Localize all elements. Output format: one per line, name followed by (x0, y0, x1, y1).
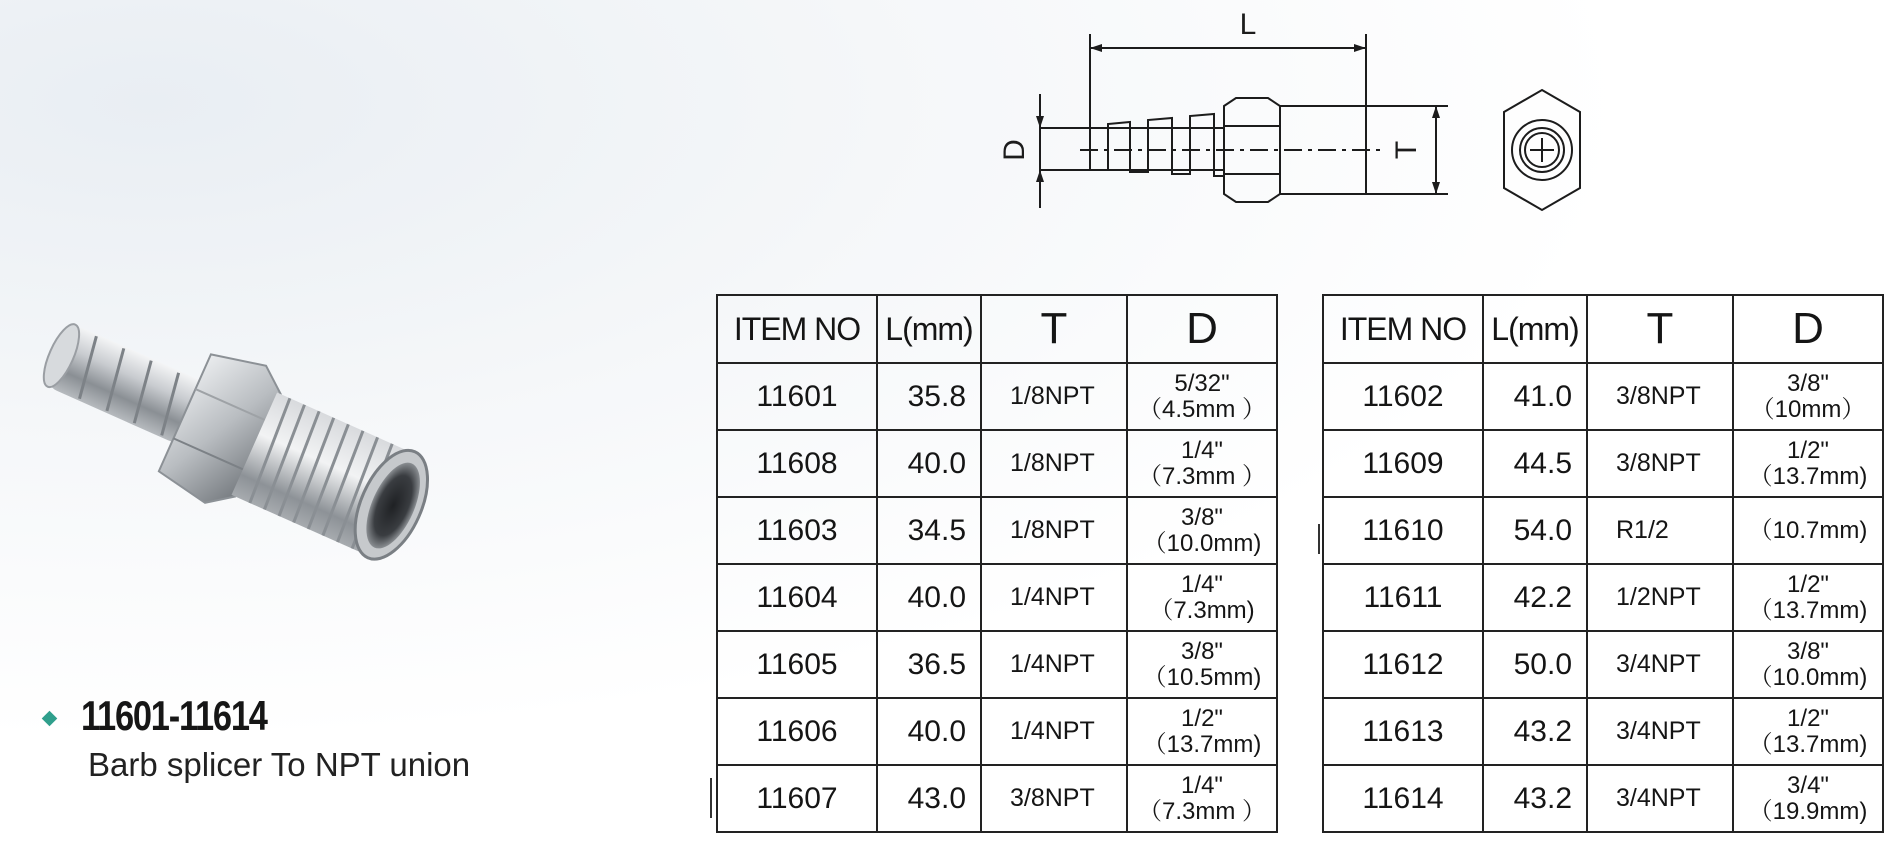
col-header-diameter: D (1127, 295, 1277, 363)
table-edge-tick (1318, 524, 1320, 554)
item-cell: 11608 (717, 430, 877, 497)
thread-cell: 3/4NPT (1587, 765, 1733, 832)
thread-cell: 3/4NPT (1587, 698, 1733, 765)
thread-cell: 1/4NPT (981, 564, 1127, 631)
diameter-inch: 3/8" (1181, 503, 1223, 531)
bullet-diamond-icon (42, 710, 58, 726)
diameter-mm: （7.3mm ） (1137, 797, 1266, 825)
length-cell: 40.0 (877, 698, 981, 765)
col-header-item: ITEM NO (1323, 295, 1483, 363)
length-cell: 40.0 (877, 564, 981, 631)
diameter-mm: （10.0mm) (1142, 529, 1262, 557)
diameter-cell (1733, 698, 1883, 765)
diameter-mm: （10.5mm) (1142, 663, 1262, 691)
diameter-inch: 1/2" (1181, 704, 1223, 732)
length-label: L (1239, 8, 1257, 41)
diameter-mm: （10mm） (1750, 395, 1866, 423)
diameter-cell (1127, 765, 1277, 832)
col-header-thread: T (1587, 295, 1733, 363)
diameter-label: D (998, 139, 1031, 161)
table-row (1323, 765, 1883, 832)
diameter-mm: （13.7mm) (1748, 730, 1868, 758)
length-cell: 41.0 (1483, 363, 1587, 430)
thread-cell: 1/4NPT (981, 631, 1127, 698)
thread-cell: 1/8NPT (981, 497, 1127, 564)
length-cell: 35.8 (877, 363, 981, 430)
diameter-inch: 1/2" (1787, 704, 1829, 732)
diameter-mm: （7.3mm ） (1137, 462, 1266, 490)
item-cell: 11602 (1323, 363, 1483, 430)
diameter-cell (1733, 363, 1883, 430)
item-cell: 11604 (717, 564, 877, 631)
table-header-row (717, 295, 1277, 363)
dimension-drawing (990, 0, 1630, 230)
length-cell: 50.0 (1483, 631, 1587, 698)
diameter-mm: （4.5mm ） (1137, 395, 1266, 423)
diameter-inch: 3/8" (1787, 637, 1829, 665)
item-cell: 11614 (1323, 765, 1483, 832)
col-header-thread: T (981, 295, 1127, 363)
diameter-inch: 3/8" (1787, 369, 1829, 397)
table-row (1323, 430, 1883, 497)
diameter-inch: 1/4" (1181, 570, 1223, 598)
table-row (1323, 497, 1883, 564)
length-cell: 43.0 (877, 765, 981, 832)
fitting-photo (14, 280, 454, 620)
length-cell: 44.5 (1483, 430, 1587, 497)
table-row (717, 765, 1277, 832)
col-header-item: ITEM NO (717, 295, 877, 363)
table-row (1323, 363, 1883, 430)
item-cell: 11601 (717, 363, 877, 430)
diameter-cell (1127, 698, 1277, 765)
table-edge-tick (710, 778, 712, 818)
thread-cell: 3/8NPT (1587, 430, 1733, 497)
diameter-cell (1733, 497, 1883, 564)
diameter-inch: 1/4" (1181, 771, 1223, 799)
thread-cell: 1/2NPT (1587, 564, 1733, 631)
diameter-mm: （7.3mm) (1149, 596, 1255, 624)
diameter-inch: 3/4" (1787, 771, 1829, 799)
item-cell: 11612 (1323, 631, 1483, 698)
item-cell: 11610 (1323, 497, 1483, 564)
diameter-cell (1733, 631, 1883, 698)
thread-cell: 1/8NPT (981, 430, 1127, 497)
col-header-length: L(mm) (877, 295, 981, 363)
thread-label: T (1390, 140, 1423, 160)
product-title-block (44, 692, 470, 784)
diameter-inch: 1/2" (1787, 436, 1829, 464)
item-cell: 11611 (1323, 564, 1483, 631)
table-row (717, 631, 1277, 698)
diameter-cell (1127, 564, 1277, 631)
length-cell: 34.5 (877, 497, 981, 564)
length-cell: 36.5 (877, 631, 981, 698)
diameter-cell (1127, 430, 1277, 497)
diameter-mm: （13.7mm) (1748, 462, 1868, 490)
thread-cell: 1/4NPT (981, 698, 1127, 765)
table-row (1323, 698, 1883, 765)
length-cell: 54.0 (1483, 497, 1587, 564)
item-cell: 11609 (1323, 430, 1483, 497)
table-row (717, 698, 1277, 765)
diameter-mm: （19.9mm) (1748, 797, 1868, 825)
diameter-inch: 1/2" (1787, 570, 1829, 598)
table-header-row (1323, 295, 1883, 363)
diameter-inch: 3/8" (1181, 637, 1223, 665)
spec-table-right (1322, 294, 1884, 833)
item-cell: 11606 (717, 698, 877, 765)
thread-cell: 1/8NPT (981, 363, 1127, 430)
col-header-length: L(mm) (1483, 295, 1587, 363)
diameter-mm: （10.0mm) (1748, 663, 1868, 691)
col-header-diameter: D (1733, 295, 1883, 363)
diameter-cell (1127, 631, 1277, 698)
diameter-mm: （10.7mm) (1748, 516, 1868, 544)
thread-cell: R1/2 (1587, 497, 1733, 564)
spec-table-left (716, 294, 1278, 833)
table-row (717, 497, 1277, 564)
diameter-inch: 1/4" (1181, 436, 1223, 464)
item-cell: 11607 (717, 765, 877, 832)
table-row (717, 564, 1277, 631)
diameter-mm: （13.7mm) (1748, 596, 1868, 624)
length-cell: 43.2 (1483, 765, 1587, 832)
length-cell: 42.2 (1483, 564, 1587, 631)
table-row (1323, 564, 1883, 631)
table-row (717, 363, 1277, 430)
thread-cell: 3/8NPT (1587, 363, 1733, 430)
diameter-cell (1127, 497, 1277, 564)
item-cell: 11605 (717, 631, 877, 698)
thread-cell: 3/8NPT (981, 765, 1127, 832)
thread-cell: 3/4NPT (1587, 631, 1733, 698)
product-code: 11601-11614 (81, 692, 267, 739)
product-description: Barb splicer To NPT union (88, 746, 471, 783)
item-cell: 11613 (1323, 698, 1483, 765)
diameter-mm: （13.7mm) (1142, 730, 1262, 758)
diameter-cell (1733, 564, 1883, 631)
diameter-cell (1127, 363, 1277, 430)
table-row (717, 430, 1277, 497)
diameter-cell (1733, 430, 1883, 497)
length-cell: 40.0 (877, 430, 981, 497)
length-cell: 43.2 (1483, 698, 1587, 765)
table-row (1323, 631, 1883, 698)
diameter-cell (1733, 765, 1883, 832)
diameter-inch: 5/32" (1174, 369, 1230, 397)
item-cell: 11603 (717, 497, 877, 564)
